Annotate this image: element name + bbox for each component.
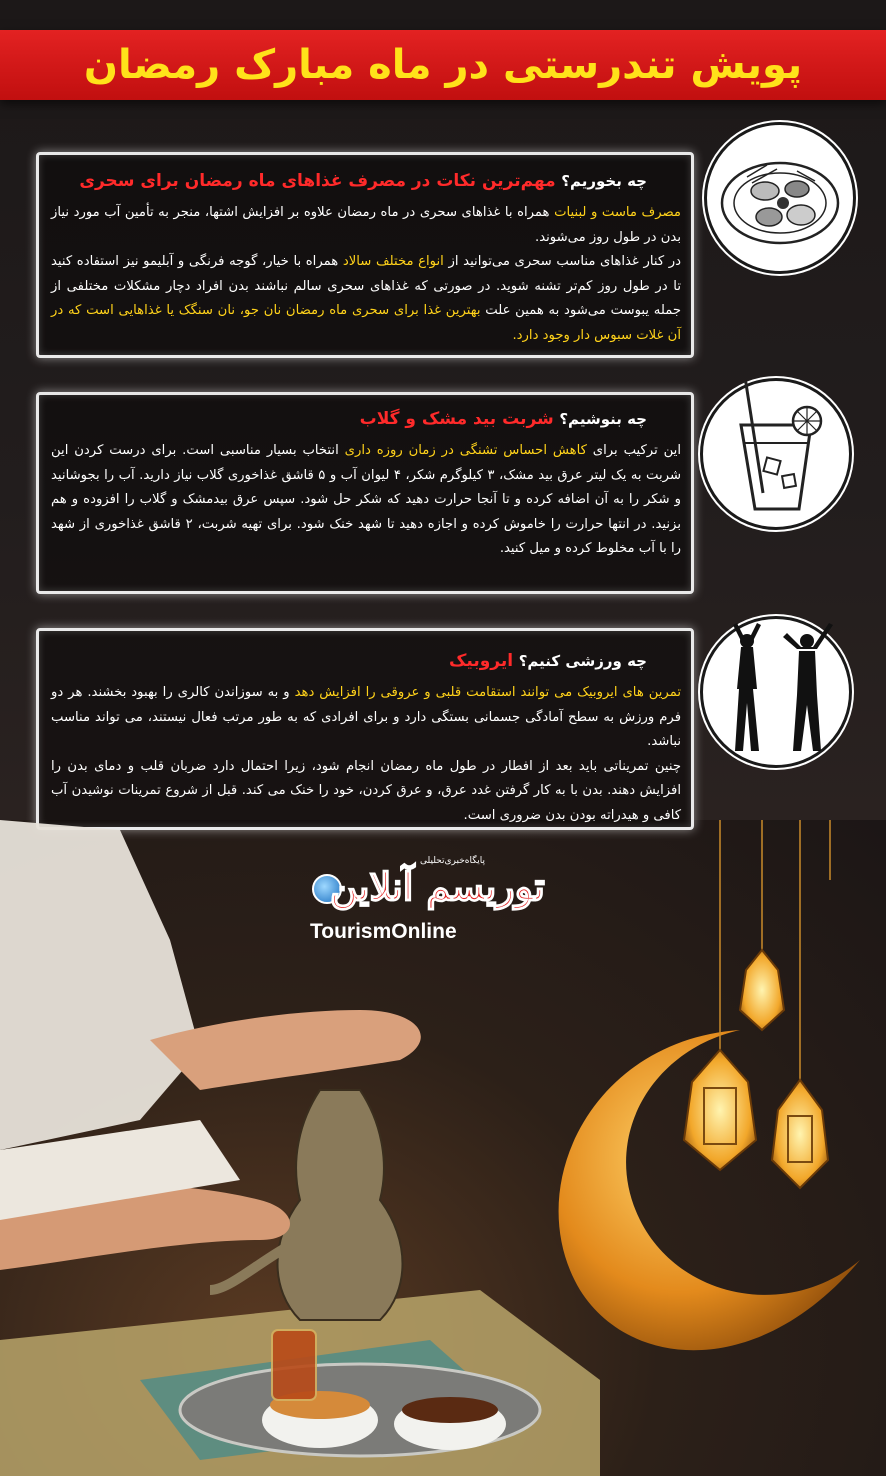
body-text: همراه با خیار، گوجه فرنگی و آبلیمو نیز استفاده کنید تا در طول روز کم‌تر تشنه شوید. در صورتی که غذاهای سحری سالم نباشند بدن افراد دچار مشکلات مختلفی از جمله یبوست می‌شود به همین علت: [51, 254, 681, 318]
highlight-text: مصرف ماست و لبنیات: [554, 205, 681, 220]
logo-tagline: پایگاه‌خبری‌تحلیلی: [420, 856, 485, 866]
section-body: [51, 439, 681, 562]
section-heading: [79, 171, 647, 191]
highlight-text: انواع مختلف سالاد: [342, 254, 444, 269]
section-question: چه ورزشی کنیم؟: [518, 652, 647, 670]
highlight-text: بهترین غذا برای سحری ماه رمضان نان جو، نان سنگک یا غذاهایی است که در آن غلات سبوس دار وجود دارد.: [51, 303, 681, 343]
logo-name-fa: توریسم آنلاین: [330, 864, 545, 909]
section-question: چه بنوشیم؟: [559, 410, 647, 428]
highlight-text: کاهش احساس تشنگی در زمان روزه داری: [344, 443, 587, 458]
section-heading: [360, 409, 647, 429]
body-text: چنین تمریناتی باید بعد از افطار در طول ماه رمضان انجام شود، زیرا احتمال دارد ضربان قلب و دمای بدن را افزایش دهند. بدن با به کار گرفتن غدد عرق، و عرق کردن، خود را خنک می کند. قبل از شروع تمرینات نوشیدن آب کافی و هیدراته بودن بدن ضروری است.: [51, 758, 681, 823]
page-title: پویش تندرستی در ماه مبارک رمضان: [83, 42, 803, 88]
body-text: این ترکیب برای: [586, 443, 681, 458]
body-text: در کنار غذاهای مناسب سحری می‌توانید از: [443, 254, 681, 269]
section-body: [51, 201, 681, 348]
highlight-text: تمرین های ایروبیک می توانند استقامت قلبی و عروقی را افزایش دهد: [294, 685, 681, 700]
section-body: [51, 681, 681, 828]
section-topic: ایروبیک: [449, 651, 514, 671]
section-drink: [36, 392, 694, 594]
section-food: [36, 152, 694, 358]
body-text: و به سوزاندن کالری را بهبود بخشند. هر دو فرم ورزش به سطح آمادگی جسمانی بستگی دارد و برای افرادی که به طور مرتب فعال نیستند، می تواند مناسب نباشد.: [51, 685, 681, 749]
title-banner: [0, 30, 886, 100]
tourismonline-logo: [300, 846, 545, 956]
lantern-left: [684, 1050, 756, 1170]
body-text: همراه با غذاهای سحری در ماه رمضان علاوه بر افزایش اشتها، منجر به تأمین آب مورد نیاز بدن در طول روز می‌شوند.: [51, 205, 681, 245]
body-text: انتخاب بسیار مناسبی است. برای درست کردن این شربت به یک لیتر عرق بید مشک، ۳ کیلوگرم شکر، ۴ لیوان آب و ۵ قاشق غذاخوری گلاب نیاز دارید. آب را بجوشانید و شکر را به آن اضافه کرده و تا آنجا حرارت دهید که شکر حل شود. سپس عرق بیدمشک و گلاب را افزوده و هم بزنید. در انتها حرارت را خاموش کرده و اجازه دهید تا شهد خنک شود. برای تهیه شربت، ۲ قاشق غذاخوری از شهد را با آب مخلوط کرده و میل کنید.: [51, 443, 682, 556]
section-topic: مهم‌ترین نکات در مصرف غذاهای ماه رمضان برای سحری: [79, 171, 556, 191]
aerobics-people-icon: [700, 616, 852, 768]
lantern-right: [772, 1080, 828, 1188]
food-plate-icon: [704, 122, 856, 274]
lantern-top: [740, 950, 784, 1030]
section-heading: [449, 651, 647, 671]
section-topic: شربت بید مشک و گلاب: [359, 409, 554, 429]
section-exercise: [36, 628, 694, 830]
section-question: چه بخوریم؟: [561, 172, 647, 190]
drink-glass-icon: [700, 378, 852, 530]
logo-name-en: TourismOnline: [310, 920, 457, 943]
